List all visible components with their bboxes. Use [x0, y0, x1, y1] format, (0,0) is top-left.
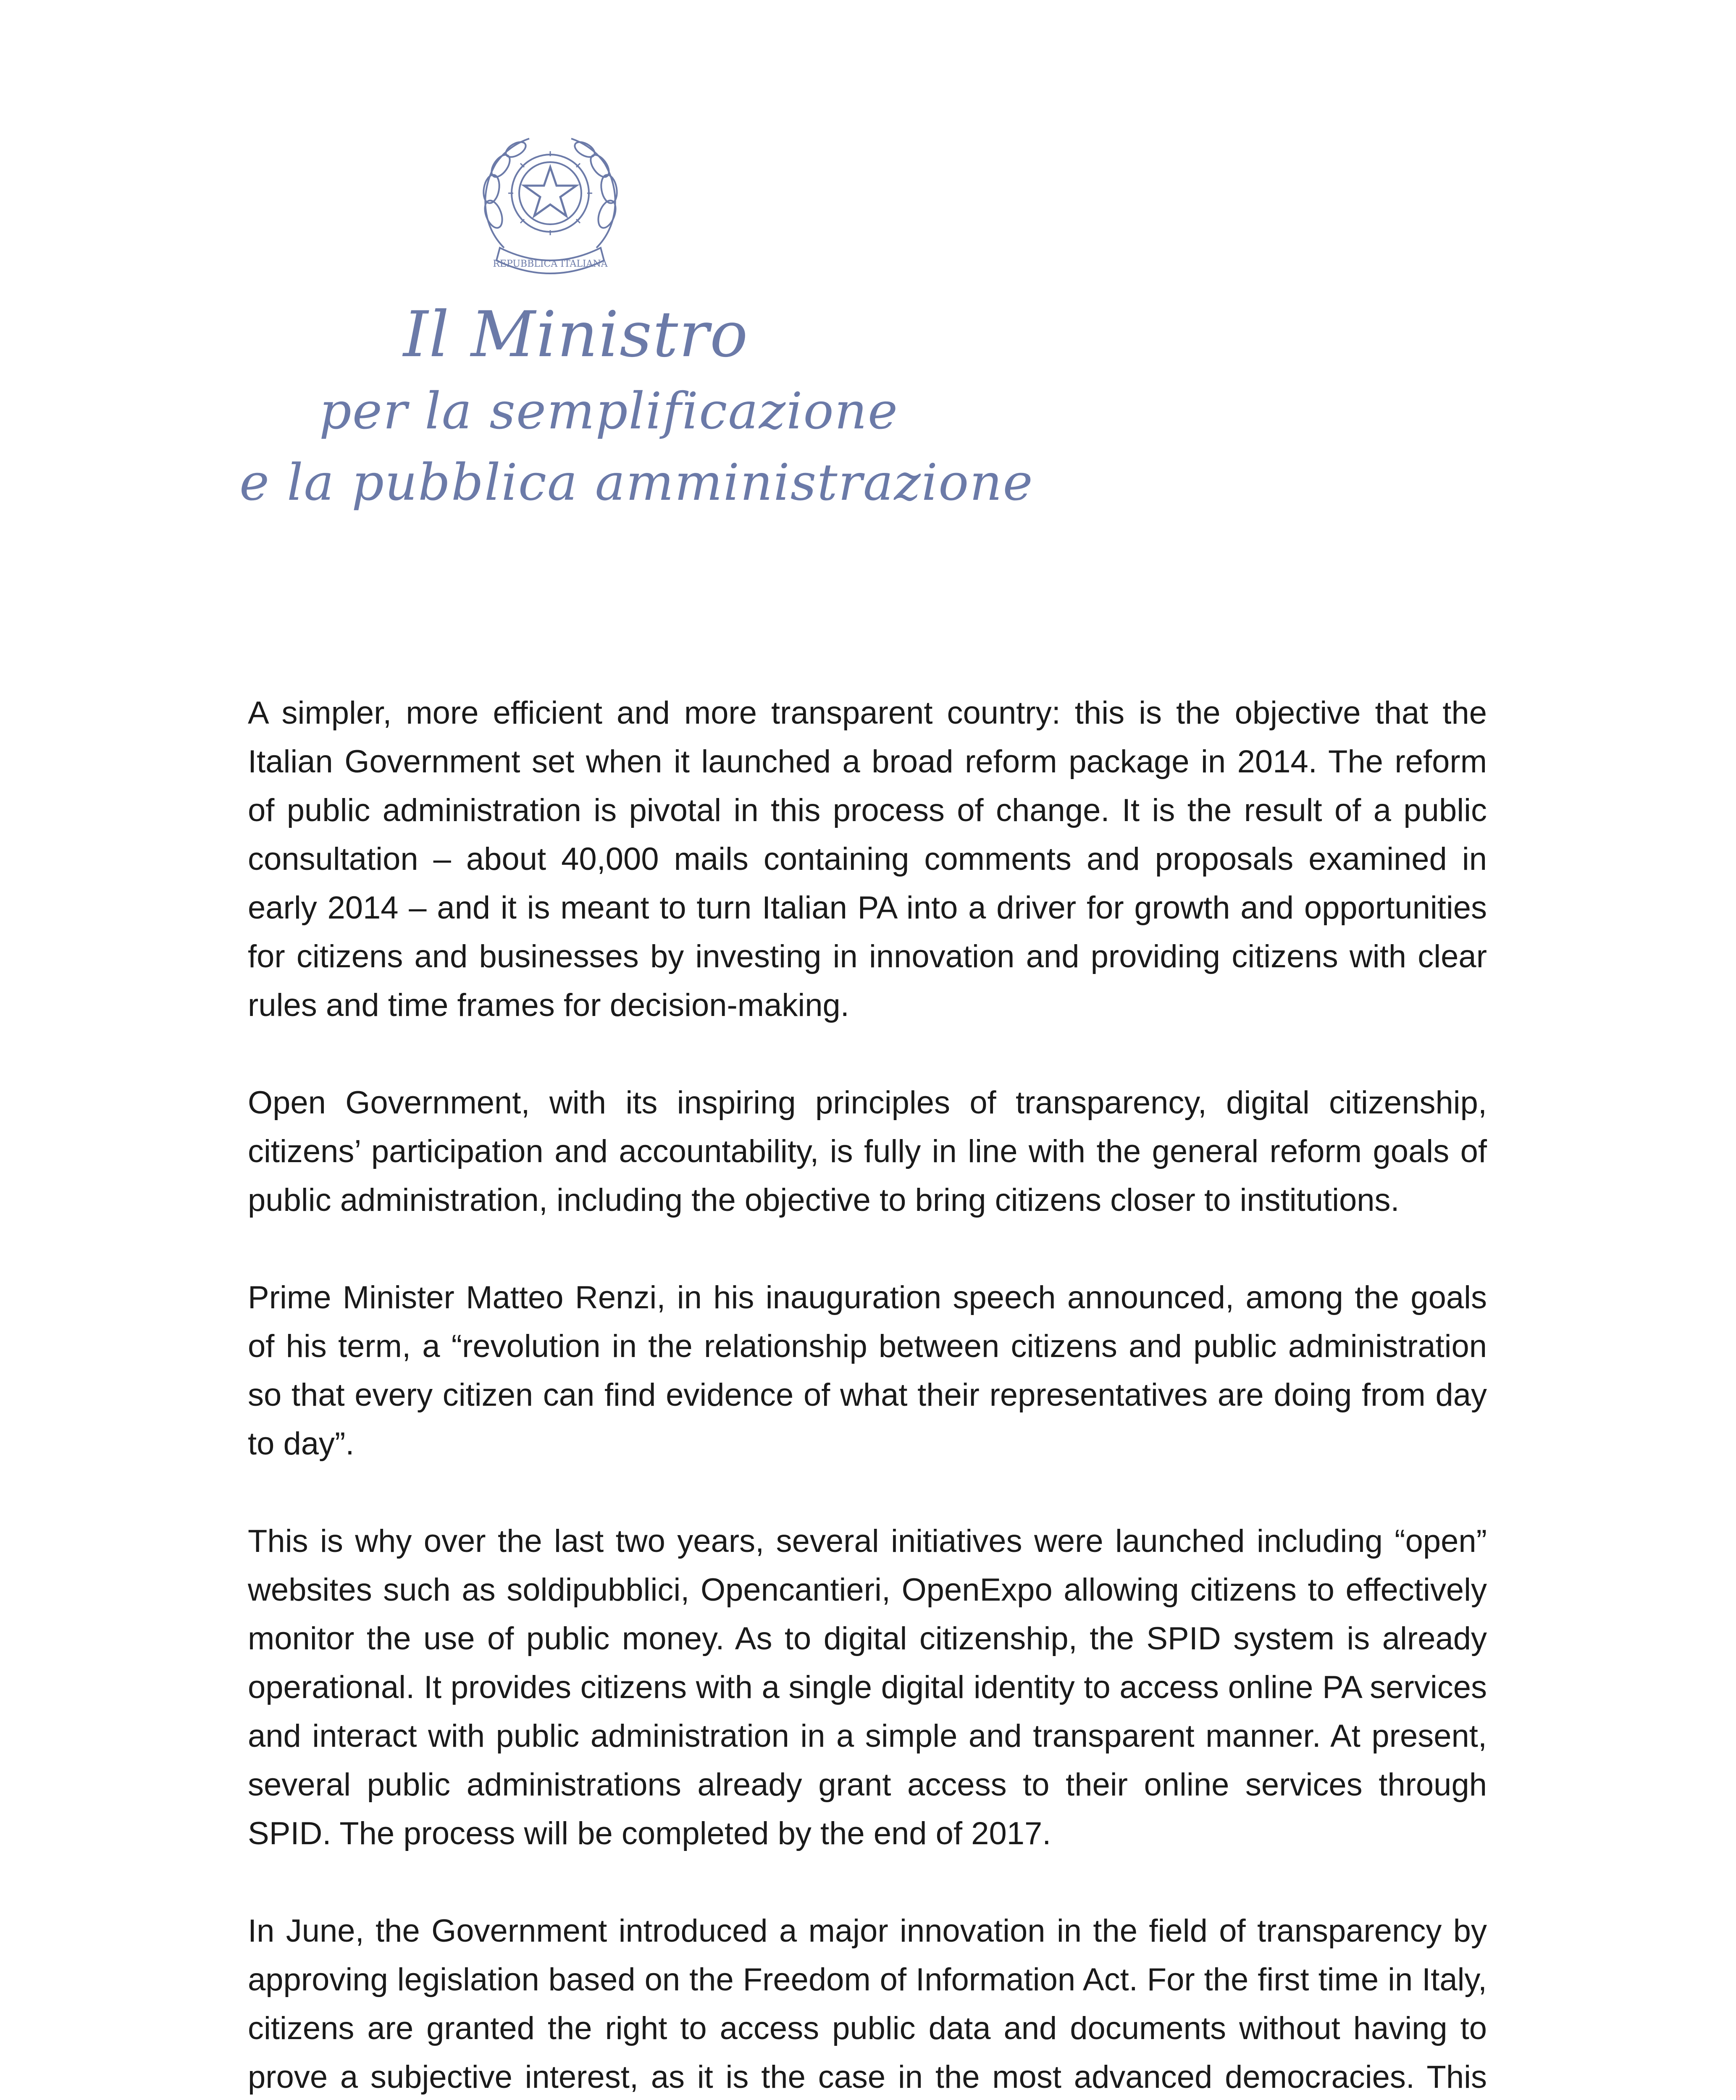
masthead-subtitle-1: per la semplificazione: [319, 382, 899, 441]
paragraph-5: In June, the Government introduced a major innovation in the field of transparency by approving legislation based on the Freedom of Information Act. For the first time in Italy, citizens are granted the right to access public data and documents without having to prove a subjective interest, as it is the case in the most advanced democracies. This: [248, 1913, 1487, 2095]
paragraph-3: Prime Minister Matteo Renzi, in his inauguration speech announced, among the goals of his term, a “revolution in the relationship between citizens and public administration so that every citizen can find evidence of what their representatives are doing from day to day”.: [248, 1280, 1487, 1462]
masthead-subtitle-2: e la pubblica amministrazione: [239, 454, 1034, 512]
emblem-ribbon-text: REPUBBLICA ITALIANA: [493, 259, 608, 269]
letterhead: [235, 122, 1034, 525]
italian-republic-emblem-icon: [470, 122, 630, 281]
masthead-title: Il Ministro: [403, 298, 749, 371]
paragraph-1: A simpler, more efficient and more transparent country: this is the objective that the Italian Government set when it launched a broad reform package in 2014. The reform of public administration is pivotal in this process of change. It is the result of a public consultation – about 40,000 mails containing comments and proposals examined in early 2014 – and it is meant to turn Italian PA into a driver for growth and opportunities for citizens and businesses by investing in innovation and providing citizens with clear rules and time frames for decision-making.: [248, 695, 1487, 1023]
paragraph-4: This is why over the last two years, several initiatives were launched including “open” websites such as soldipubblici, Opencantieri, OpenExpo allowing citizens to effectively monitor the use of public money. As to digital citizenship, the SPID system is already operational. It provides citizens with a single digital identity to access online PA services and interact with public administration in a simple and transparent manner. At present, several public administrations already grant access to their online services through SPID. The process will be completed by the end of 2017.: [248, 1523, 1487, 1851]
paragraph-2: Open Government, with its inspiring principles of transparency, digital citizenship, citizens’ participation and accountability, is fully in line with the general reform goals of public administration, including the objective to bring citizens closer to institutions.: [248, 1085, 1487, 1218]
letter-body: [248, 689, 1487, 2100]
